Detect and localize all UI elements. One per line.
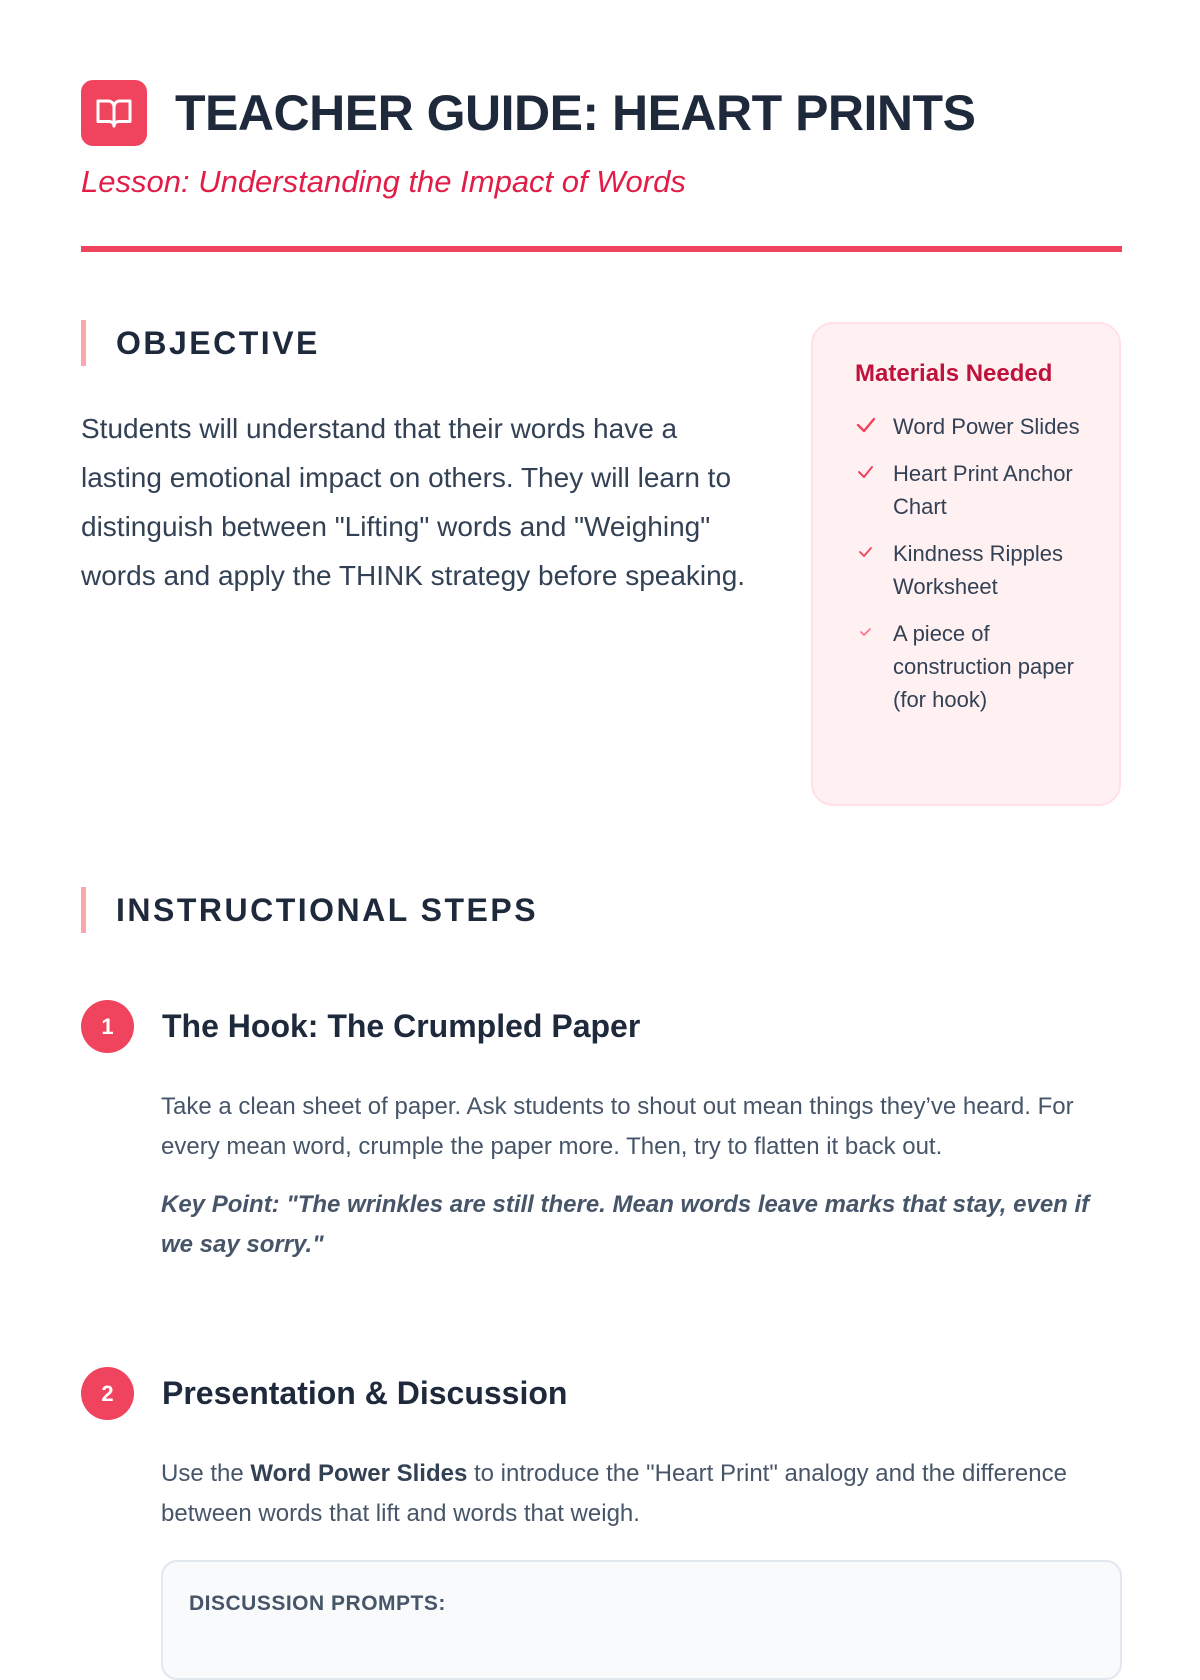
step-header xyxy=(81,1367,1122,1420)
title-row xyxy=(81,80,1122,146)
check-icon xyxy=(855,541,879,565)
materials-title: Materials Needed xyxy=(855,360,1053,387)
check-icon xyxy=(855,621,879,645)
step-description xyxy=(161,1454,1122,1534)
materials-item-label: Heart Print Anchor Chart xyxy=(893,461,1073,519)
discussion-prompts-title: DISCUSSION PROMPTS: xyxy=(189,1592,446,1615)
page-title: TEACHER GUIDE: HEART PRINTS xyxy=(175,85,976,141)
step-1 xyxy=(81,1000,1122,1265)
lesson-subtitle: Lesson: Understanding the Impact of Words xyxy=(81,164,686,199)
key-point: Key Point: "The wrinkles are still there. Mean words leave marks that stay, even if we say sorry." xyxy=(161,1191,1090,1258)
guide-header xyxy=(81,80,1122,202)
objective-heading xyxy=(81,320,320,366)
instructional-steps-heading xyxy=(81,887,538,933)
step-2 xyxy=(81,1367,1122,1680)
materials-list xyxy=(855,410,1091,716)
step-description: Take a clean sheet of paper. Ask students to shout out mean things they’ve heard. For every mean word, crumple the paper more. Then, try to flatten it back out. xyxy=(161,1093,1074,1160)
materials-card xyxy=(811,322,1121,806)
step-body xyxy=(161,1454,1122,1534)
section-accent-bar xyxy=(81,320,86,366)
step-number-badge: 1 xyxy=(81,1000,134,1053)
step-number-badge: 2 xyxy=(81,1367,134,1420)
materials-item-label: Kindness Ripples Worksheet xyxy=(893,541,1063,599)
check-icon xyxy=(855,461,879,485)
step-description-prefix: Use the xyxy=(161,1460,251,1487)
step-body xyxy=(161,1087,1122,1265)
word-power-slides-reference: Word Power Slides xyxy=(250,1460,468,1487)
step-description-suffix: to introduce the "Heart Print" analogy and the difference between words that lift and words that weigh. xyxy=(161,1460,1067,1527)
materials-item-label: A piece of construction paper (for hook) xyxy=(893,621,1074,712)
step-title: The Hook: The Crumpled Paper xyxy=(162,1008,641,1044)
header-divider xyxy=(81,246,1122,252)
check-icon xyxy=(855,414,879,438)
step-title: Presentation & Discussion xyxy=(162,1375,568,1411)
materials-item xyxy=(855,617,1091,716)
materials-item xyxy=(855,537,1091,603)
open-book-icon xyxy=(81,80,147,146)
materials-item xyxy=(855,457,1091,523)
materials-item xyxy=(855,410,1091,443)
section-accent-bar xyxy=(81,887,86,933)
instructional-steps-heading-text: INSTRUCTIONAL STEPS xyxy=(116,891,539,928)
materials-item-label: Word Power Slides xyxy=(893,414,1080,439)
step-header xyxy=(81,1000,1122,1053)
discussion-prompts-box xyxy=(161,1560,1122,1680)
objective-heading-text: OBJECTIVE xyxy=(116,324,320,361)
objective-text: Students will understand that their words have a lasting emotional impact on others. They will learn to distinguish between "Lifting" words and "Weighing" words and apply the THINK strategy before speaking. xyxy=(81,413,746,591)
